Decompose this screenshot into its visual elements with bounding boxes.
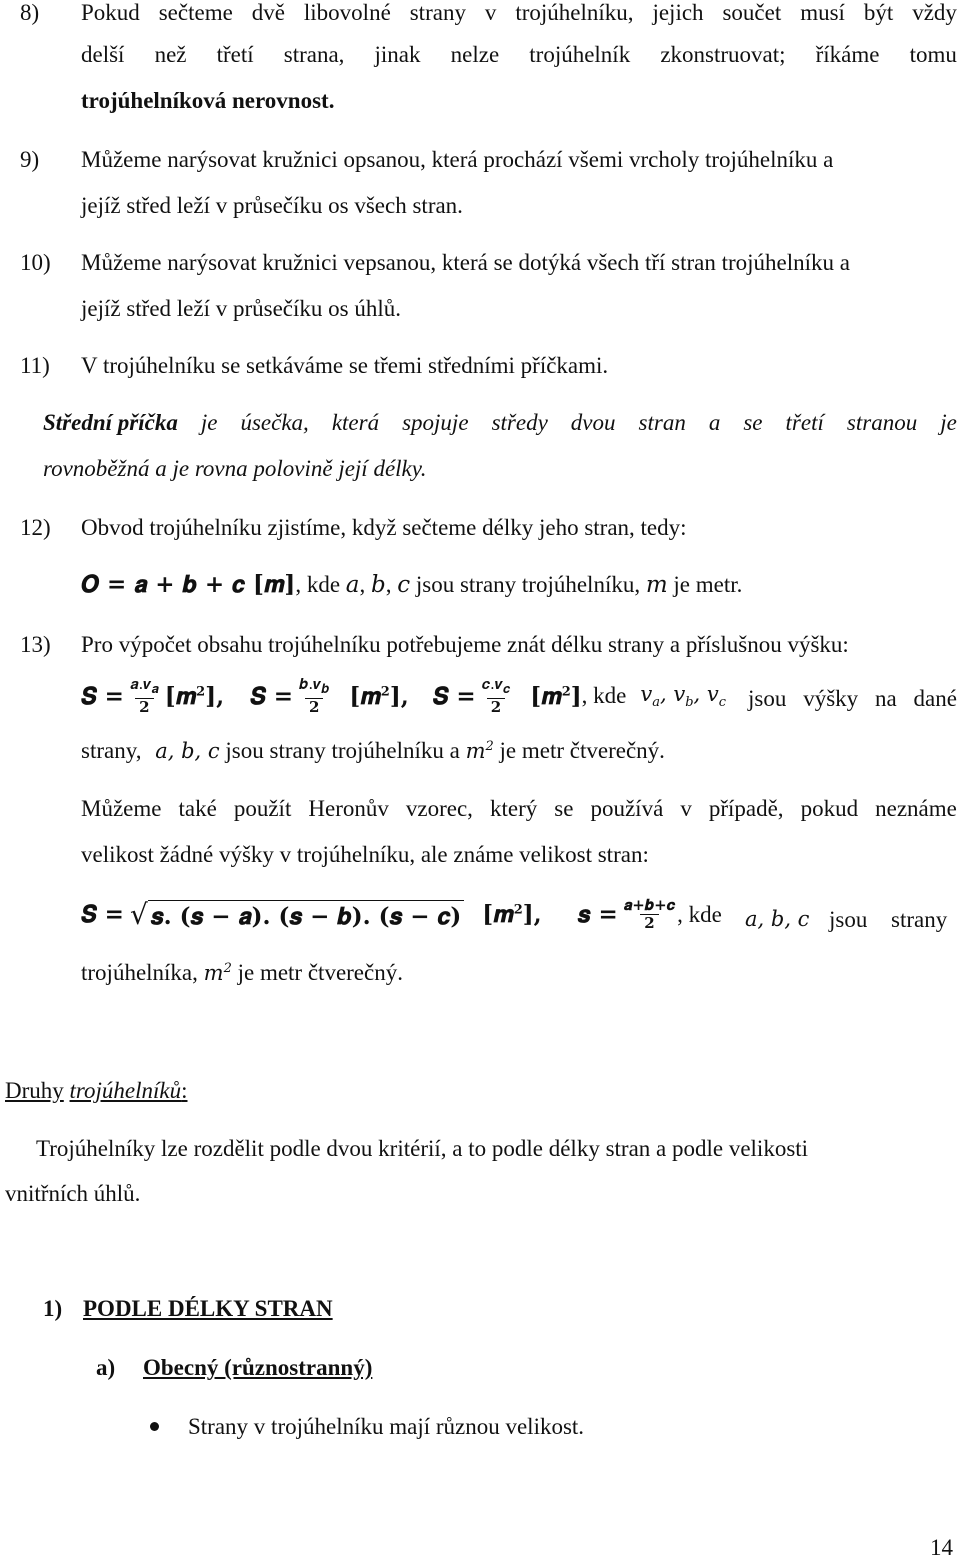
word: v xyxy=(680,796,692,821)
area-S: 𝑺 = xyxy=(81,682,124,710)
word: než xyxy=(154,42,187,67)
heron-line3-end: je metr čtverečný. xyxy=(237,960,403,985)
word: je xyxy=(200,410,218,435)
word: nelze xyxy=(450,42,500,67)
word: a xyxy=(708,410,721,435)
heron-line3-start: trojúhelníka, xyxy=(81,960,198,985)
heron-formula-line xyxy=(81,897,722,932)
page-number: 14 xyxy=(930,1535,953,1560)
word: trojúhelníku, xyxy=(515,0,634,25)
semi-perimeter-label: 𝒔 = xyxy=(577,901,618,928)
fraction-numerator xyxy=(128,676,161,698)
unit: [𝒎$^𝟐$], xyxy=(482,901,542,928)
word: delší xyxy=(81,42,125,67)
area-fraction-b xyxy=(297,676,331,716)
word: vzorec, xyxy=(405,796,473,821)
fraction-numerator xyxy=(297,676,331,698)
word: stranou xyxy=(846,410,918,435)
types-heading-colon: : xyxy=(181,1078,188,1103)
word: případě, xyxy=(708,796,784,821)
fraction-denominator: 𝟐 xyxy=(487,698,505,716)
perimeter-formula-line xyxy=(81,571,742,598)
unit-m: 𝑚$^2$ xyxy=(465,739,494,763)
numerator-text: 𝒃.𝒗 xyxy=(299,675,322,693)
word: sečteme xyxy=(158,0,233,25)
word: použít xyxy=(233,796,292,821)
types-para-line2: vnitřních úhlů. xyxy=(5,1181,141,1206)
word: součet xyxy=(722,0,782,25)
item8-line1 xyxy=(81,0,957,26)
key-term: trojúhelníková nerovnost. xyxy=(81,88,335,113)
word: jsou xyxy=(748,686,787,711)
side-vars: 𝑎, 𝑏, 𝑐 xyxy=(155,739,220,763)
section-number: 1) xyxy=(43,1296,63,1321)
numerator-sub: 𝒂 xyxy=(151,682,159,697)
word: musí xyxy=(800,0,845,25)
subsection-letter: a) xyxy=(96,1355,116,1380)
word: říkáme xyxy=(815,42,880,67)
unit-sup: 𝟐 xyxy=(513,902,523,918)
types-para-line1: Trojúhelníky lze rozdělit podle dvou kritérií, a to podle délky stran a podle velikosti xyxy=(36,1136,809,1161)
fraction-denominator: 𝟐 xyxy=(135,698,153,716)
numerator-sub: 𝒄 xyxy=(502,682,511,697)
heron-radicand: 𝒔. (𝒔 − 𝒂). (𝒔 − 𝒃). (𝒔 − 𝒄) xyxy=(148,900,464,930)
perimeter-formula: 𝑶 = 𝒂 + 𝒃 + 𝒄 [𝒎] xyxy=(81,571,296,598)
heights-vars: 𝑣$_𝑎$, 𝑣$_𝑏$, 𝑣$_𝑐$ xyxy=(640,681,727,711)
types-heading-plain: Druhy xyxy=(5,1078,64,1103)
numerator-sub: 𝒃 xyxy=(321,682,330,697)
unit-text: [𝒎 xyxy=(482,901,514,928)
types-heading-link[interactable]: trojúhelníků xyxy=(69,1078,182,1103)
unit-sup: 𝟐 xyxy=(561,683,571,699)
word: zkonstruovat; xyxy=(660,42,786,67)
word: je xyxy=(940,410,957,435)
fraction-numerator xyxy=(480,676,513,698)
heights-desc xyxy=(748,686,957,712)
word: trojúhelník xyxy=(529,42,631,67)
height-var: 𝑣 xyxy=(640,681,653,706)
word: strana, xyxy=(283,42,345,67)
unit-text: [𝒎 xyxy=(164,682,197,710)
kde: , kde xyxy=(581,683,627,708)
numerator-text: 𝒄.𝒗 xyxy=(481,675,503,693)
word: Můžeme xyxy=(81,796,162,821)
word: pokud xyxy=(800,796,859,821)
word: třetí xyxy=(216,42,254,67)
item-number: 8) xyxy=(20,0,40,25)
area-formulas-line xyxy=(81,676,726,716)
word: jinak xyxy=(374,42,421,67)
bullet-icon xyxy=(150,1422,159,1431)
word: libovolné xyxy=(303,0,391,25)
item13-text: Pro výpočet obsahu trojúhelníku potřebujeme znát délku strany a příslušnou výšku: xyxy=(81,632,849,657)
m-var: 𝑚 xyxy=(203,961,224,985)
word: dvou xyxy=(570,410,616,435)
unit-sup: 𝟐 xyxy=(196,683,206,699)
item-number: 9) xyxy=(20,147,40,172)
word: v xyxy=(484,0,497,25)
item13-line2 xyxy=(81,738,665,764)
bullet-text: Strany v trojúhelníku mají různou velikost. xyxy=(188,1414,585,1439)
word: výšky xyxy=(803,686,859,711)
perimeter-formula-desc: , kde 𝑎, 𝑏, 𝑐 jsou strany trojúhelníku, 𝑚 je metr. xyxy=(295,572,743,597)
unit-sup: 𝟐 xyxy=(380,683,390,699)
word: být xyxy=(863,0,894,25)
word: spojuje xyxy=(402,410,469,435)
word: dané xyxy=(913,686,957,711)
item12-text: Obvod trojúhelníku zjistíme, když sečteme délky jeho stran, tedy: xyxy=(81,515,687,540)
word: Heronův xyxy=(308,796,389,821)
word: který xyxy=(489,796,538,821)
heron-line3 xyxy=(81,960,403,986)
word: neznáme xyxy=(875,796,957,821)
height-var: 𝑣 xyxy=(673,681,686,706)
m-var: 𝑚 xyxy=(465,739,486,763)
item8-line2 xyxy=(81,42,957,68)
word: se xyxy=(743,410,763,435)
word: stran xyxy=(638,410,686,435)
area-fraction-a xyxy=(128,676,161,716)
area-fraction-c xyxy=(480,676,513,716)
item13-line2-end: je metr čtverečný. xyxy=(499,738,665,763)
word: dvě xyxy=(251,0,285,25)
word: jejich xyxy=(652,0,704,25)
definition-term: Střední příčka xyxy=(43,410,178,435)
word: používá xyxy=(590,796,664,821)
definition-line1 xyxy=(43,410,957,436)
item10-line1: Můžeme narýsovat kružnici vepsanou, která se dotýká všech tří stran trojúhelníku a xyxy=(81,250,850,275)
item9-line2: jejíž střed leží v průsečíku os všech stran. xyxy=(81,193,463,218)
word: také xyxy=(178,796,217,821)
heron-line1 xyxy=(81,796,957,822)
word: úsečka, xyxy=(240,410,309,435)
word: která xyxy=(331,410,380,435)
numerator-text: 𝒂.𝒗 xyxy=(129,675,152,693)
word: Pokud xyxy=(81,0,140,25)
area-S: 𝑺 = xyxy=(432,682,476,710)
fraction-denominator: 𝟐 xyxy=(305,698,323,716)
types-heading xyxy=(5,1078,188,1104)
word: se xyxy=(554,796,574,821)
word: strany xyxy=(409,0,466,25)
unit: [𝒎$^𝟐$], xyxy=(349,682,409,710)
unit: [𝒎$^𝟐$], xyxy=(164,682,225,710)
item9-line1: Můžeme narýsovat kružnici opsanou, která prochází všemi vrcholy trojúhelníku a xyxy=(81,147,834,172)
heron-vars: 𝑎, 𝑏, 𝑐 xyxy=(745,907,810,931)
item-number: 13) xyxy=(20,632,51,657)
word: středy xyxy=(491,410,548,435)
item-number: 12) xyxy=(20,515,51,540)
word: vždy xyxy=(912,0,957,25)
heron-strany: strany xyxy=(891,907,948,932)
definition-line2: rovnoběžná a je rovna polovině její délky. xyxy=(43,456,427,481)
unit-text: [𝒎 xyxy=(530,682,562,710)
item11-text: V trojúhelníku se setkáváme se třemi středními příčkami. xyxy=(81,353,609,378)
word: třetí xyxy=(785,410,824,435)
height-var: 𝑣 xyxy=(706,681,719,706)
subsection-title: Obecný (různostranný) xyxy=(143,1355,373,1380)
word: na xyxy=(874,686,897,711)
heron-S: 𝑺 = xyxy=(81,901,124,928)
item-number: 11) xyxy=(20,353,50,378)
kde: , kde xyxy=(677,901,722,927)
section-title: PODLE DÉLKY STRAN xyxy=(83,1296,333,1321)
semi-perimeter-fraction xyxy=(622,897,677,932)
item-number: 10) xyxy=(20,250,51,275)
unit: [𝒎$^𝟐$] xyxy=(530,682,582,710)
fraction-numerator: 𝒂+𝒃+𝒄 xyxy=(623,896,676,914)
strany-word: strany, xyxy=(81,738,142,763)
fraction-denominator: 𝟐 xyxy=(640,914,658,932)
unit-text: [𝒎 xyxy=(349,682,381,710)
area-S: 𝑺 = xyxy=(250,682,294,710)
word: tomu xyxy=(909,42,957,67)
unit-m: 𝑚$^2$ xyxy=(203,961,232,985)
sqrt-icon: √ xyxy=(129,897,148,931)
heron-jsou: jsou xyxy=(829,907,868,932)
item10-line2: jejíž střed leží v průsečíku os úhlů. xyxy=(81,296,402,321)
heron-line2: velikost žádné výšky v trojúhelníku, ale známe velikost stran: xyxy=(81,842,649,867)
item13-line2-mid: jsou strany trojúhelníku a xyxy=(225,738,460,763)
